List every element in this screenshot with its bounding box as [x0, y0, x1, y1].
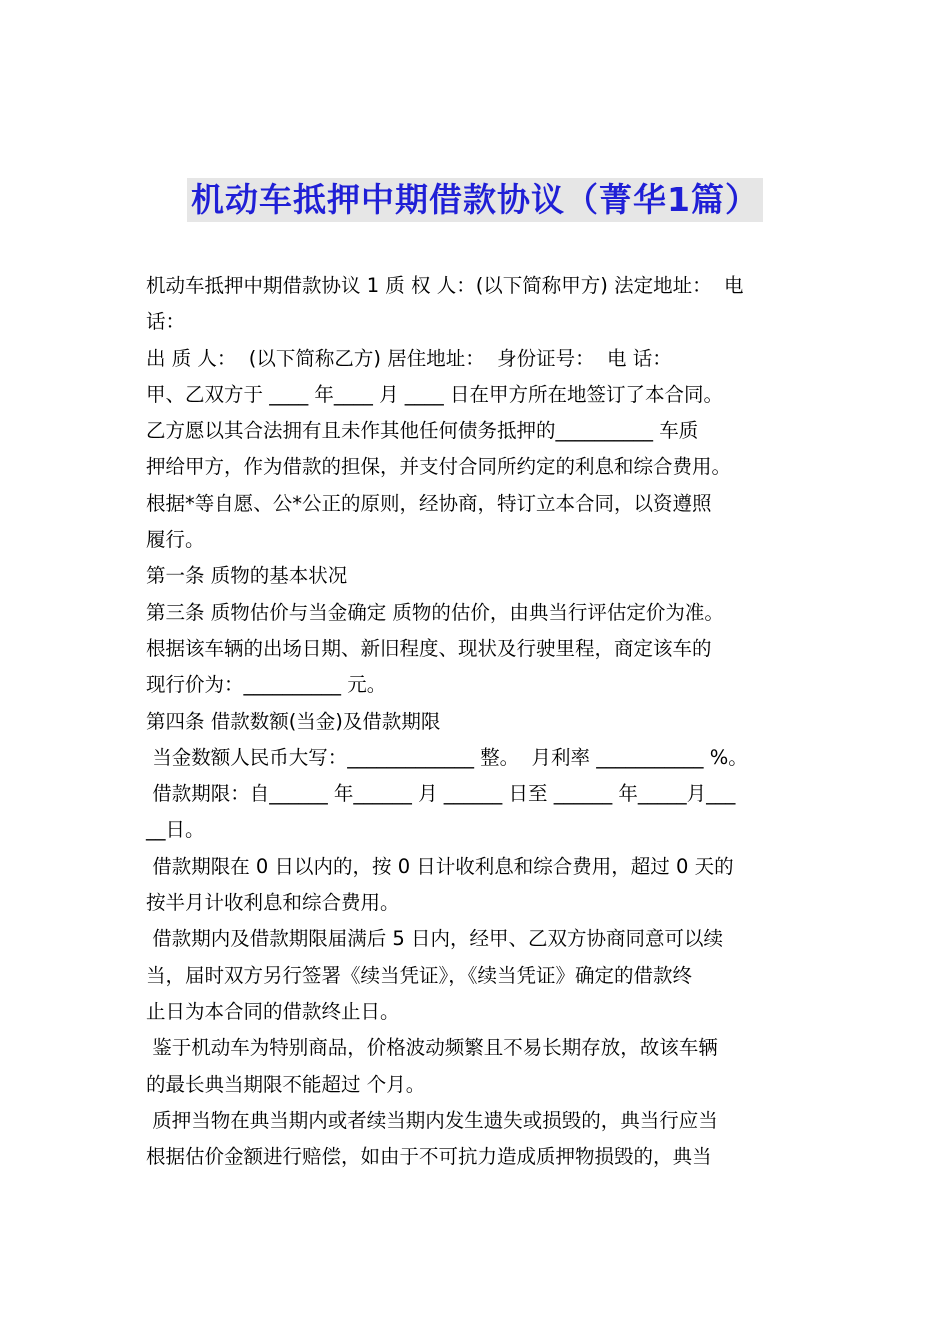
title-container: [0, 178, 950, 222]
text-line: 当，届时双方另行签署《续当凭证》，《续当凭证》确定的借款终: [146, 963, 693, 987]
text-line: 现行价为：__________ 元。: [146, 673, 387, 697]
text-line: 借款期限在 0 日以内的，按 0 日计收利息和综合费用，超过 0 天的: [146, 854, 734, 878]
section-heading: 第一条 质物的基本状况: [146, 564, 348, 588]
text-line: 甲、乙双方于 ____ 年____ 月 ____ 日在甲方所在地签订了本合同。: [146, 382, 723, 406]
text-line: 止日为本合同的借款终止日。: [146, 999, 400, 1023]
text-line: 出 质 人： (以下简称乙方) 居住地址： 身份证号： 电 话：: [146, 346, 672, 370]
text-line: __日。: [146, 818, 205, 842]
text-line: 话：: [146, 310, 186, 334]
text-line: 根据该车辆的出场日期、新旧程度、现状及行驶里程，商定该车的: [146, 636, 712, 660]
section-heading: 第三条 质物估价与当金确定 质物的估价，由典当行评估定价为准。: [146, 600, 724, 624]
text-line: 的最长典当期限不能超过 个月。: [146, 1072, 426, 1096]
text-line: 按半月计收利息和综合费用。: [146, 891, 400, 915]
text-line: 根据*等自愿、公*公正的原则，经协商，特订立本合同，以资遵照: [146, 491, 712, 515]
text-line: 借款期内及借款期限届满后 5 日内，经甲、乙双方协商同意可以续: [146, 927, 724, 951]
text-line: 鉴于机动车为特别商品，价格波动频繁且不易长期存放，故该车辆: [146, 1036, 718, 1060]
text-line: 押给甲方，作为借款的担保，并支付合同所约定的利息和综合费用。: [146, 455, 732, 479]
text-line: 履行。: [146, 528, 205, 552]
text-line: 当金数额人民币大写：_____________ 整。 月利率 ___________ %。: [146, 745, 748, 769]
text-line: 乙方愿以其合法拥有且未作其他任何债务抵押的__________ 车质: [146, 419, 699, 443]
section-heading: 第四条 借款数额(当金)及借款期限: [146, 709, 441, 733]
text-line: 根据估价金额进行赔偿，如由于不可抗力造成质押物损毁的，典当: [146, 1145, 712, 1169]
document-body: [146, 268, 810, 1175]
document-title: 机动车抵押中期借款协议（菁华1篇）: [187, 178, 763, 222]
text-line: 质押当物在典当期内或者续当期内发生遗失或损毁的，典当行应当: [146, 1108, 718, 1132]
text-line: 机动车抵押中期借款协议 1 质 权 人：(以下简称甲方) 法定地址： 电: [146, 274, 744, 297]
text-line: 借款期限：自______ 年______ 月 ______ 日至 ______ 年_____月___: [146, 782, 736, 806]
